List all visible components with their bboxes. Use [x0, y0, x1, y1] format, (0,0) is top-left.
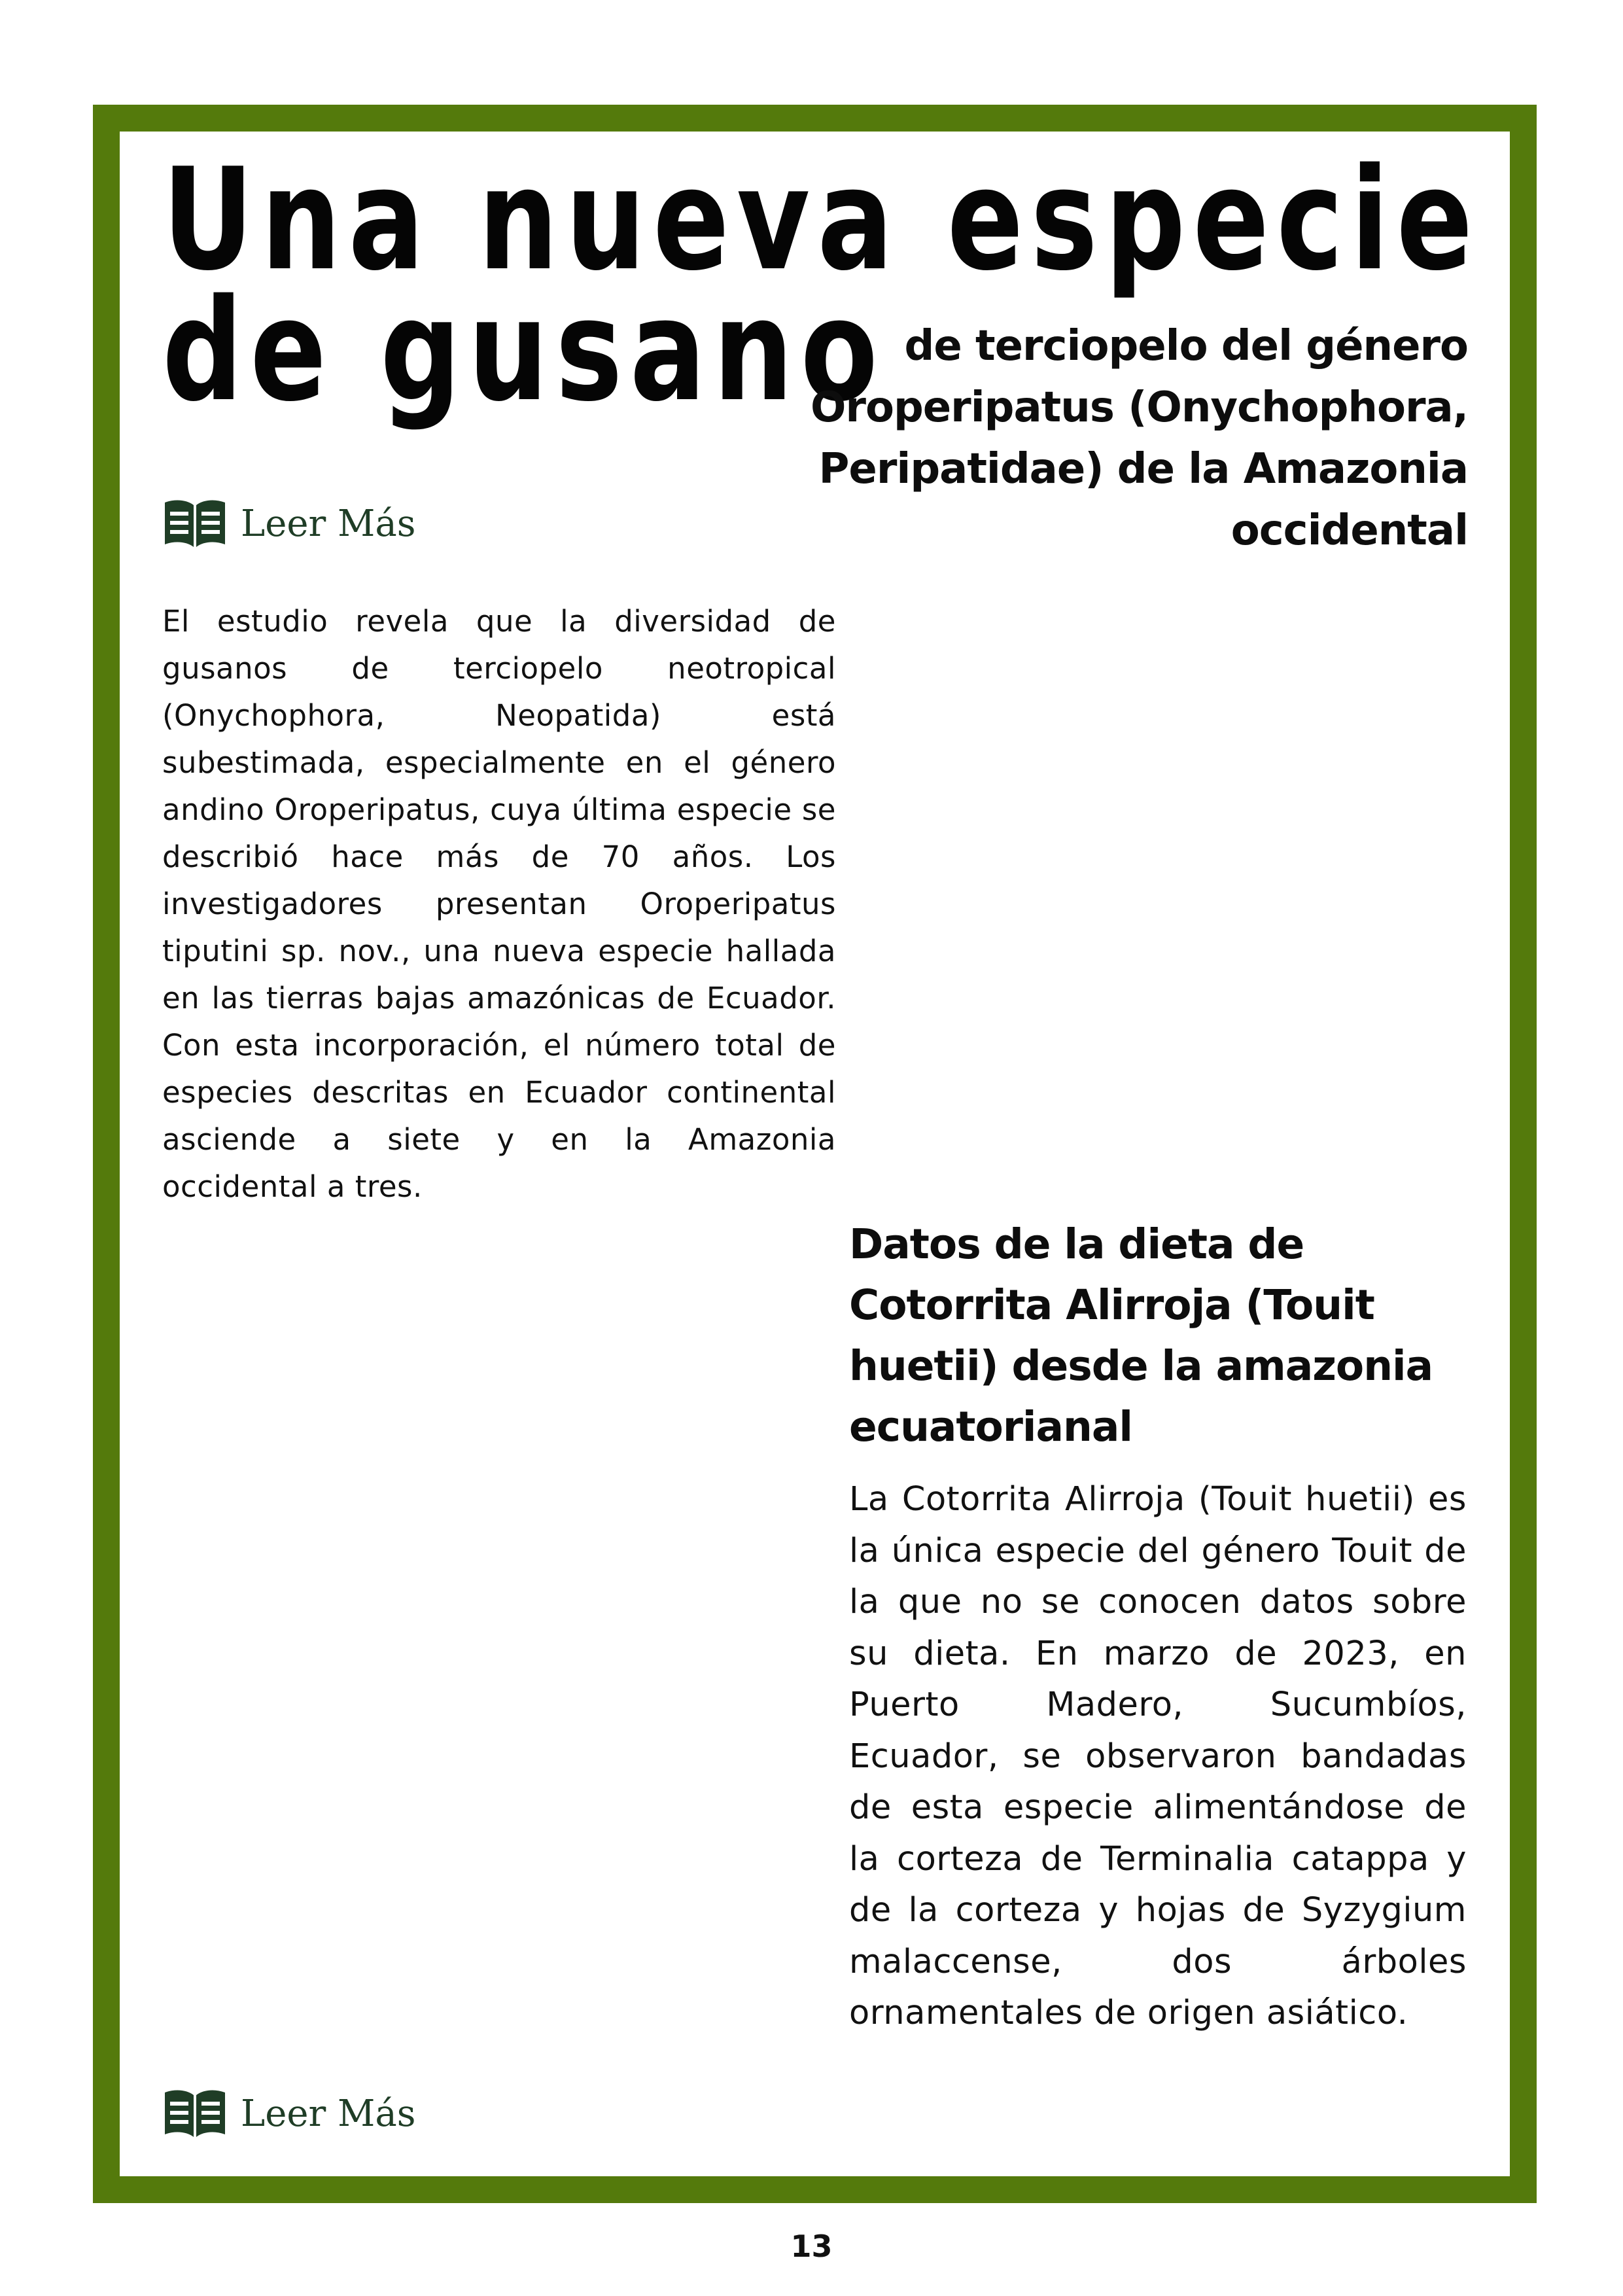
read-more-link-top[interactable]	[162, 497, 416, 550]
article-two-body: La Cotorrita Alirroja (Touit huetii) es la única especie del género Touit de la que no se conocen datos sobre su dieta. En marzo de 2023, en Puerto Madero, Sucumbíos, Ecuador, se observaron bandadas de esta especie alimentándose de la corteza de Terminalia catappa y de la corteza y hojas de Syzygium malaccense, dos árboles ornamentales de origen asiático.	[849, 1480, 1467, 2032]
page-number: 13	[790, 2229, 833, 2264]
headline: Una nueva especie de gusano	[162, 137, 1480, 433]
read-more-link-bottom[interactable]	[162, 2087, 416, 2140]
subheadline: de terciopelo del género Oroperipatus (Onychophora, Peripatidae) de la Amazonia occidental	[811, 322, 1468, 555]
open-book-icon	[162, 497, 228, 550]
open-book-icon	[162, 2087, 228, 2140]
article-two-title: Datos de la dieta de Cotorrita Alirroja (Touit huetii) desde la amazonia ecuatorianal	[849, 1220, 1433, 1451]
article-one-body: El estudio revela que la diversidad de gusanos de terciopelo neotropical (Onychophora, Neopatida) está subestimada, especialmente en el género andino Oroperipatus, cuya última especie se describió hace más de 70 años. Los investigadores presentan Oroperipatus tiputini sp. nov., una nueva especie hallada en las tierras bajas amazónicas de Ecuador. Con esta incorporación, el número total de especies descritas en Ecuador continental asciende a siete y en la Amazonia occidental a tres.	[162, 604, 836, 1204]
read-more-label: Leer Más	[241, 2092, 416, 2135]
read-more-label: Leer Más	[241, 502, 416, 545]
